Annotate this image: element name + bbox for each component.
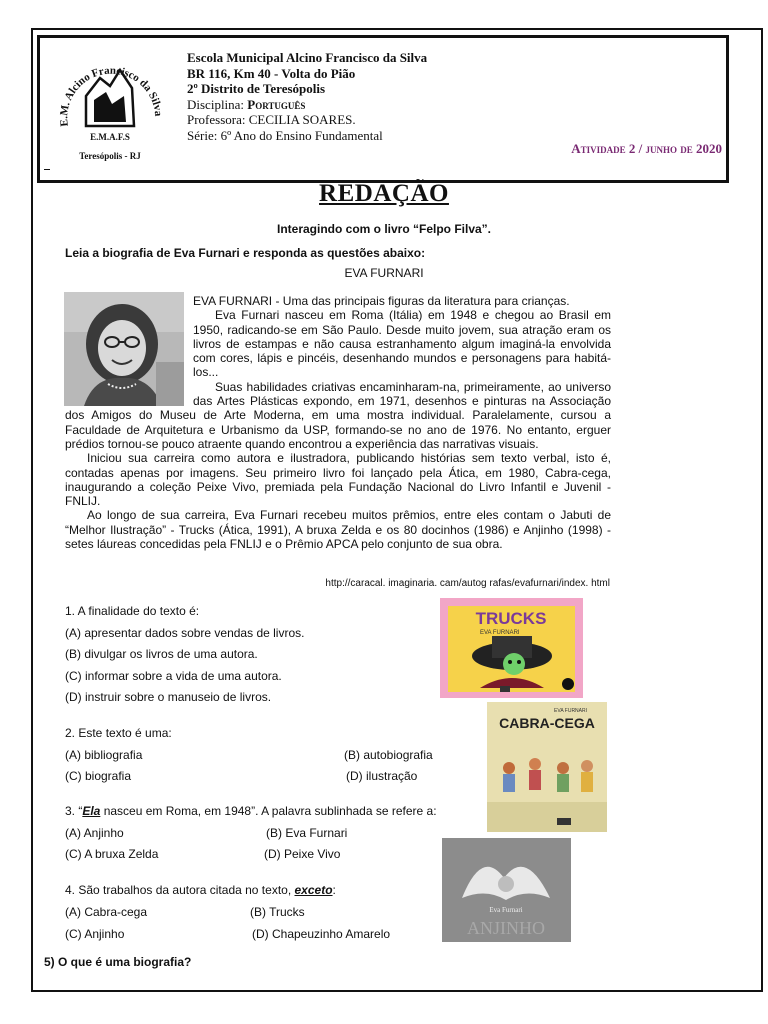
source-link: http://caracal. imaginaria. cam/autog rafas/evafurnari/index. html bbox=[325, 578, 610, 589]
bio-text bbox=[65, 294, 611, 551]
q3-stem-rest: nasceu em Roma, em 1948”. A palavra sublinhada se refere a: bbox=[100, 804, 437, 818]
bio-paragraph-3: Suas habilidades criativas encaminharam-na, primeiramente, ao universo das Artes Plásticas expondo, em 1971, desenhos e pinturas na Associação dos Amigos do Museu de Arte Moderna, em uma mostra individual. Paralelamente, cursou a Faculdade de Arquitetura e Urbanismo da USP, formando-se no ano de 1976. No entanto, erguer prédios tornou-se pouco atraente quando encontrou a experiência das narrativas visuais. bbox=[65, 379, 611, 451]
bio-paragraph-5: Ao longo de sua carreira, Eva Furnari recebeu muitos prêmios, entre eles contam o Jabuti de “Melhor Ilustração” - Trucks (Ática, 1991), A bruxa Zelda e os 80 docinhos (1986) e Anjinho (1998) - setes láureas concedidas pela FNLIJ e o Prêmio APCA pelo conjunto de sua obra. bbox=[65, 508, 611, 552]
discipline-line bbox=[187, 97, 427, 113]
subtitle: Interagindo com o livro “Felpo Filva”. bbox=[276, 222, 492, 236]
school-info bbox=[187, 50, 427, 143]
q3-option-a: (A) Anjinho bbox=[65, 826, 124, 840]
trucks-author: EVA FURNARI bbox=[480, 630, 520, 636]
discipline-value: Português bbox=[247, 96, 306, 112]
q3-stem-open: 3. “ bbox=[65, 804, 83, 818]
q4-stem bbox=[65, 883, 336, 897]
q3-option-d: (D) Peixe Vivo bbox=[264, 847, 341, 861]
q4-option-b: (B) Trucks bbox=[250, 905, 305, 919]
q2-option-a: (A) bibliografia bbox=[65, 748, 143, 762]
activity-label: Atividade 2 / junho de 2020 bbox=[571, 141, 722, 156]
logo-ring-text: E.M. Alcino Francisco da Silva bbox=[58, 64, 165, 128]
school-name: Escola Municipal Alcino Francisco da Silva bbox=[187, 50, 428, 65]
q1-option-a: (A) apresentar dados sobre vendas de livros. bbox=[65, 626, 305, 640]
cabra-cega-title: CABRA-CEGA bbox=[499, 715, 595, 731]
teacher-line: Professora: CECILIA SOARES. bbox=[187, 112, 356, 127]
q4-option-d: (D) Chapeuzinho Amarelo bbox=[252, 927, 391, 941]
q1-option-b: (B) divulgar os livros de uma autora. bbox=[65, 647, 258, 661]
q3-option-b: (B) Eva Furnari bbox=[266, 826, 348, 840]
anjinho-author: Eva Furnari bbox=[489, 906, 523, 914]
q4-option-a: (A) Cabra-cega bbox=[65, 905, 148, 919]
bio-paragraph-2: Eva Furnari nasceu em Roma (Itália) em 1948 e chegou ao Brasil em 1950, radicando-se em São Paulo. Desde muito jovem, sua atração eram os livros de estampas e não causa estranhamento algum imaginá-la envolvida com cores, lápis e pincéis, desenhando mundos e personagens para habitá-los... bbox=[193, 308, 611, 380]
discipline-label: Disciplina: bbox=[187, 96, 245, 112]
q4-underlined-word: exceto bbox=[294, 883, 333, 897]
q3-stem bbox=[65, 804, 437, 818]
logo-center-text: E.M.A.F.S bbox=[90, 132, 130, 142]
book-cover-cabra-cega bbox=[487, 702, 607, 832]
grade-line: Série: 6º Ano do Ensino Fundamental bbox=[187, 127, 383, 143]
q3-option-c: (C) A bruxa Zelda bbox=[65, 847, 159, 861]
q5: 5) O que é uma biografia? bbox=[44, 955, 192, 969]
cabra-cega-author: EVA FURNARI bbox=[554, 708, 587, 714]
bio-paragraph-1: EVA FURNARI - Uma das principais figuras da literatura para crianças. bbox=[193, 294, 570, 308]
q4-option-c: (C) Anjinho bbox=[65, 927, 125, 941]
q3-underlined-word: Ela bbox=[82, 804, 101, 818]
q4-stem-end: : bbox=[332, 883, 336, 897]
q2-option-c: (C) biografia bbox=[65, 769, 132, 783]
q1-option-d: (D) instruir sobre o manuseio de livros. bbox=[65, 690, 272, 704]
instruction: Leia a biografia de Eva Furnari e responda as questões abaixo: bbox=[65, 246, 426, 260]
page-title: REDAÇÃO bbox=[319, 180, 449, 207]
header-tick bbox=[44, 169, 50, 170]
bio-heading: EVA FURNARI bbox=[344, 266, 424, 280]
q4-stem-text: 4. São trabalhos da autora citada no texto, bbox=[65, 883, 295, 897]
school-address: BR 116, Km 40 - Volta do Pião bbox=[187, 65, 356, 81]
q2-stem: 2. Este texto é uma: bbox=[65, 726, 172, 740]
book-cover-trucks bbox=[440, 598, 583, 698]
book-cover-anjinho bbox=[442, 838, 571, 942]
anjinho-title: ANJINHO bbox=[467, 918, 545, 938]
photo-spacer bbox=[65, 294, 193, 408]
logo-bottom-text: Teresópolis - RJ bbox=[79, 151, 141, 161]
q2-option-d: (D) ilustração bbox=[346, 769, 418, 783]
q1-option-c: (C) informar sobre a vida de uma autora. bbox=[65, 669, 282, 683]
q2-option-b: (B) autobiografia bbox=[344, 748, 433, 762]
school-district: 2º Distrito de Teresópolis bbox=[187, 81, 326, 96]
bio-paragraph-4: Iniciou sua carreira como autora e ilustradora, publicando histórias sem texto verbal, isto é, contadas apenas por imagens. Seu primeiro livro foi lançado pela Ática, em 1980, Cabra-cega, inaugurando a coleção Peixe Vivo, premiada pela Fundação Nacional do Livro Infantil e Juvenil -FNLIJ. bbox=[65, 451, 611, 509]
q1-stem: 1. A finalidade do texto é: bbox=[65, 604, 200, 618]
trucks-title: TRUCKS bbox=[475, 609, 547, 628]
school-logo bbox=[50, 56, 168, 164]
